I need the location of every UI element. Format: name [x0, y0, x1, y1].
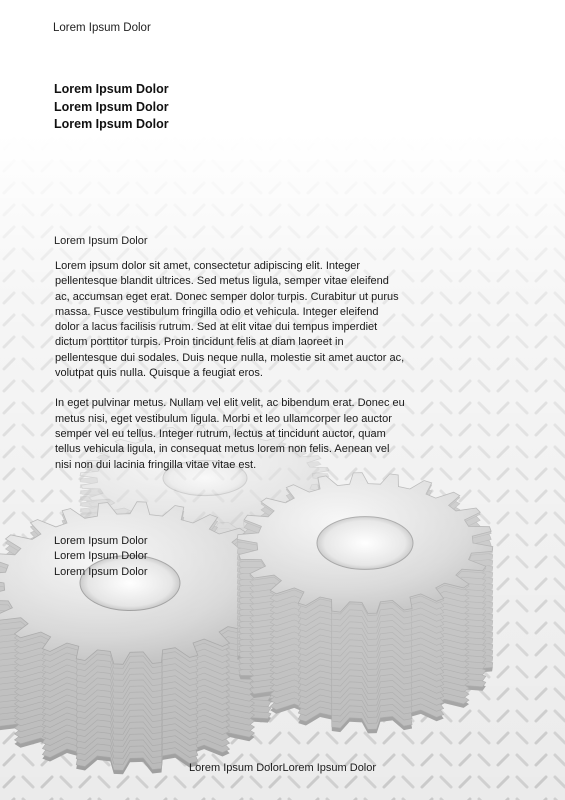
title-line: Lorem Ipsum Dolor — [54, 99, 169, 114]
footer-right: Lorem Ipsum Dolor — [282, 762, 377, 774]
title-line: Lorem Ipsum Dolor — [54, 117, 169, 131]
body-text — [55, 259, 405, 488]
signature-block — [54, 534, 148, 580]
footer-left: Lorem Ipsum Dolor — [188, 762, 283, 774]
document-title — [54, 81, 169, 134]
title-line: Lorem Ipsum Dolor — [54, 82, 169, 96]
footer — [0, 762, 565, 774]
signature-line: Lorem Ipsum Dolor — [54, 535, 148, 547]
signature-line: Lorem Ipsum Dolor — [54, 565, 148, 578]
header-label: Lorem Ipsum Dolor — [53, 22, 151, 34]
section-label: Lorem Ipsum Dolor — [54, 235, 148, 247]
paragraph: In eget pulvinar metus. Nullam vel elit velit, ac bibendum erat. Donec eu metus nisi, eget vestibulum ligula. Morbi et leo ullamcorper leo auctor semper vel eu tellus. Integer rutrum, lectus at tincidunt auctor, quam tellus vehicula ligula, in consequat metus lorem non felis. Aenean vel nisi non dui lacinia fringilla vitae vitae est. — [55, 397, 405, 471]
signature-line: Lorem Ipsum Dolor — [54, 550, 148, 563]
paragraph: Lorem ipsum dolor sit amet, consectetur adipiscing elit. Integer pellentesque blandit ultrices. Sed metus ligula, semper vitae eleifend ac, accumsan eget erat. Donec semper dolor turpis. Curabitur ut purus massa. Fusce vestibulum fringilla odio et vehicula. Integer eleifend dolor a lacus facilisis rutrum. Sed at elit vitae dui tempus imperdiet dictum porttitor turpis. Proin tincidunt felis at diam laoreet in pellentesque dui sodales. Duis neque nulla, molestie sit amet auctor ac, volutpat quis nulla. Quisque a feugiat eros. — [55, 260, 405, 380]
